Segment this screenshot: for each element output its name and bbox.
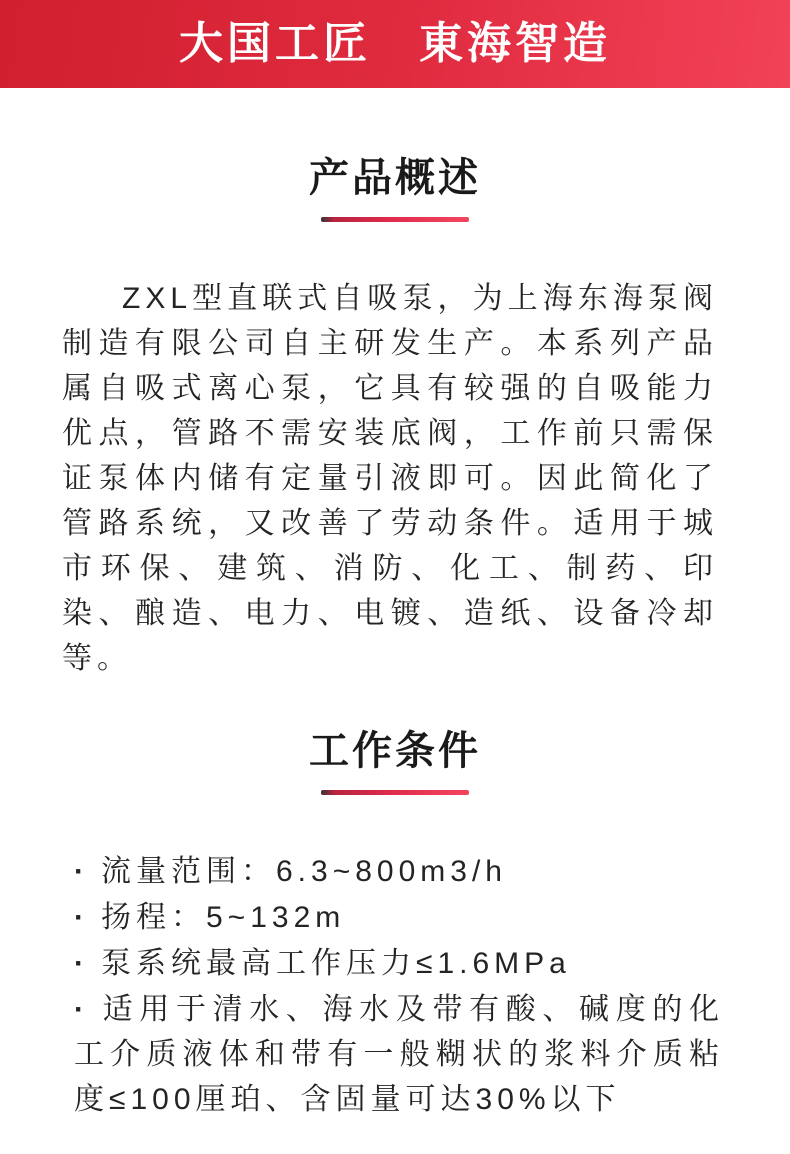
overview-title: 产品概述 <box>309 156 481 200</box>
conditions-list <box>74 849 724 1122</box>
overview-title-underline <box>321 217 469 222</box>
bullet-marker: · <box>74 901 89 934</box>
header-banner <box>0 0 790 88</box>
list-item <box>74 987 724 1122</box>
condition-head: 扬程：5~132m <box>101 901 346 934</box>
bullet-marker: · <box>74 993 89 1026</box>
section-product-overview <box>0 154 790 681</box>
list-item <box>74 895 724 940</box>
condition-flow-range: 流量范围：6.3~800m3/h <box>101 855 507 888</box>
section-work-conditions <box>0 727 790 1122</box>
conditions-title-block <box>0 727 790 795</box>
overview-title-block <box>0 154 790 222</box>
condition-applicable-media: 适用于清水、海水及带有酸、碱度的化工介质液体和带有一般糊状的浆料介质粘度≤100厘珀、含固量可达30%以下 <box>74 993 724 1116</box>
conditions-title: 工作条件 <box>309 729 481 773</box>
overview-paragraph: ZXL型直联式自吸泵，为上海东海泵阀制造有限公司自主研发生产。本系列产品属自吸式离心泵，它具有较强的自吸能力优点，管路不需安装底阀，工作前只需保证泵体内储有定量引液即可。因此简化了管路系统，又改善了劳动条件。适用于城市环保、建筑、消防、化工、制药、印染、酿造、电力、电镀、造纸、设备冷却等。 <box>62 282 718 675</box>
conditions-title-underline <box>321 790 469 795</box>
bullet-marker: · <box>74 947 89 980</box>
bullet-marker: · <box>74 855 89 888</box>
list-item <box>74 849 724 894</box>
condition-max-pressure: 泵系统最高工作压力≤1.6MPa <box>101 947 571 980</box>
banner-slogan: 大国工匠 東海智造 <box>179 19 611 68</box>
list-item <box>74 941 724 986</box>
